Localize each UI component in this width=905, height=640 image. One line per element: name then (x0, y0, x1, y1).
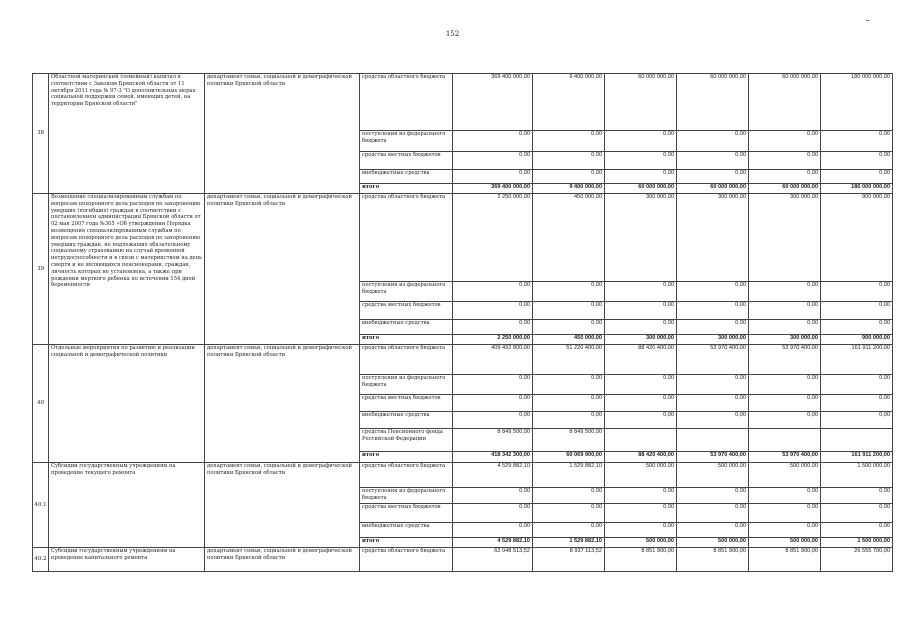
amount-cell: 0,00 (677, 170, 749, 184)
amount-cell: 0,00 (749, 152, 821, 170)
amount-cell: 0,00 (749, 282, 821, 302)
amount-cell: 0,00 (821, 131, 893, 152)
program-funding-table (32, 73, 893, 572)
amount-cell: 9 400 000,00 (533, 184, 605, 194)
amount-cell: 0,00 (677, 412, 749, 429)
amount-cell: 500 000,00 (677, 538, 749, 548)
measure-name: Отдельные мероприятия по развитию и реализации социальной и демографической политики (49, 345, 205, 463)
amount-cell: 0,00 (453, 412, 533, 429)
amount-cell: 0,00 (533, 412, 605, 429)
amount-cell: 0,00 (821, 504, 893, 523)
amount-cell: 8 851 900,00 (749, 548, 821, 572)
funding-source: средства областного бюджета (360, 74, 453, 131)
amount-cell: 60 000 000,00 (749, 74, 821, 131)
amount-cell: 0,00 (453, 170, 533, 184)
amount-cell: 0,00 (749, 488, 821, 504)
funding-source: внебюджетные средства (360, 320, 453, 335)
funding-source: средства областного бюджета (360, 463, 453, 488)
amount-cell: 500 000,00 (677, 463, 749, 488)
amount-cell: 0,00 (821, 395, 893, 412)
amount-cell: 0,00 (453, 488, 533, 504)
amount-cell: 500 000,00 (749, 463, 821, 488)
amount-cell: 500 000,00 (605, 463, 677, 488)
amount-cell (605, 429, 677, 452)
amount-cell: 300 000,00 (605, 194, 677, 282)
amount-cell: 0,00 (533, 488, 605, 504)
amount-cell: 1 500 000,00 (821, 463, 893, 488)
funding-source: поступления из федерального бюджета (360, 375, 453, 395)
amount-cell: 0,00 (533, 131, 605, 152)
executor: департамент семьи, социальной и демографической политики Брянской области (205, 463, 360, 548)
amount-cell: 0,00 (677, 488, 749, 504)
amount-cell: 1 500 000,00 (821, 538, 893, 548)
amount-cell: 0,00 (453, 523, 533, 538)
amount-cell: 0,00 (605, 170, 677, 184)
amount-cell: 0,00 (677, 523, 749, 538)
amount-cell: 0,00 (749, 504, 821, 523)
amount-cell: 0,00 (821, 488, 893, 504)
funding-source: итого (360, 184, 453, 194)
amount-cell: 0,00 (821, 152, 893, 170)
amount-cell: 53 970 400,00 (749, 345, 821, 375)
amount-cell: 409 492 800,00 (453, 345, 533, 375)
amount-cell: 51 220 400,00 (533, 345, 605, 375)
amount-cell: 0,00 (533, 170, 605, 184)
amount-cell: 60 000 000,00 (677, 74, 749, 131)
funding-source: средства областного бюджета (360, 345, 453, 375)
amount-cell: 0,00 (453, 152, 533, 170)
amount-cell: 369 400 000,00 (453, 74, 533, 131)
amount-cell: 26 555 700,00 (821, 548, 893, 572)
amount-cell: 0,00 (749, 320, 821, 335)
amount-cell: 0,00 (605, 395, 677, 412)
funding-source: внебюджетные средства (360, 170, 453, 184)
amount-cell: 8 851 900,00 (677, 548, 749, 572)
amount-cell: 500 000,00 (605, 538, 677, 548)
amount-cell: 0,00 (605, 412, 677, 429)
row-number: 40 (33, 345, 49, 463)
amount-cell: 8 849 500,00 (453, 429, 533, 452)
amount-cell: 180 000 000,00 (821, 184, 893, 194)
amount-cell: 0,00 (453, 302, 533, 320)
funding-source: внебюджетные средства (360, 523, 453, 538)
amount-cell: 60 000 000,00 (605, 74, 677, 131)
amount-cell: 180 000 000,00 (821, 74, 893, 131)
funding-source: средства местных бюджетов (360, 302, 453, 320)
amount-cell: 450 000,00 (533, 335, 605, 345)
amount-cell: 0,00 (533, 302, 605, 320)
funding-source: средства местных бюджетов (360, 504, 453, 523)
funding-source: средства областного бюджета (360, 194, 453, 282)
amount-cell: 0,00 (749, 412, 821, 429)
amount-cell: 0,00 (677, 152, 749, 170)
executor: департамент семьи, социальной и демографической политики Брянской области (205, 194, 360, 345)
executor: департамент семьи, социальной и демографической политики Брянской области (205, 345, 360, 463)
amount-cell: 900 000,00 (821, 335, 893, 345)
measure-name: Возмещение специализированным службам по вопросам похоронного дела расходов по захоронению умерших (погибших) граждан в соответствии с постановлением администрации Брянской области от 02 мая 2007 года №305 «Об утверждении Порядка возмещения специализированным службам по вопросам похоронного дела расходов по захоронению умерших граждан, не подлежащих обязательному социальному страхованию на случай временной нетрудоспособности и в связи с материнством на день смерти и не являющихся пенсионерами, граждан, личность которых не установлена, а также при рождении мертвого ребенка по истечении 154 дней беременности (49, 194, 205, 345)
amount-cell: 0,00 (453, 282, 533, 302)
amount-cell: 8 849 500,00 (533, 429, 605, 452)
amount-cell: 0,00 (605, 488, 677, 504)
executor: департамент семьи, социальной и демографической политики Брянской области (205, 74, 360, 194)
funding-source: поступления из федерального бюджета (360, 282, 453, 302)
amount-cell: 161 911 200,00 (821, 345, 893, 375)
amount-cell: 0,00 (453, 375, 533, 395)
amount-cell: 0,00 (749, 395, 821, 412)
amount-cell: 1 529 882,10 (533, 463, 605, 488)
amount-cell: 60 000 000,00 (605, 184, 677, 194)
amount-cell: 53 970 400,00 (677, 452, 749, 463)
amount-cell: 0,00 (605, 375, 677, 395)
amount-cell: 0,00 (605, 282, 677, 302)
amount-cell: 0,00 (821, 282, 893, 302)
measure-name: Субсидии государственным учреждениям на проведение капитального ремонта (49, 548, 205, 572)
amount-cell: 0,00 (533, 395, 605, 412)
amount-cell: 88 420 400,00 (605, 452, 677, 463)
amount-cell: 0,00 (749, 131, 821, 152)
table-body (33, 74, 893, 572)
amount-cell: 60 000 000,00 (749, 184, 821, 194)
amount-cell: 53 970 400,00 (749, 452, 821, 463)
funding-source: средства местных бюджетов (360, 152, 453, 170)
amount-cell: 60 069 900,00 (533, 452, 605, 463)
amount-cell: 0,00 (749, 375, 821, 395)
amount-cell: 88 420 400,00 (605, 345, 677, 375)
amount-cell: 0,00 (533, 152, 605, 170)
amount-cell: 900 000,00 (821, 194, 893, 282)
funding-source: внебюджетные средства (360, 412, 453, 429)
amount-cell: 1 529 882,10 (533, 538, 605, 548)
funding-source: итого (360, 538, 453, 548)
amount-cell (677, 429, 749, 452)
amount-cell: 0,00 (821, 170, 893, 184)
row-number: 40.2 (33, 548, 49, 572)
amount-cell: 0,00 (677, 375, 749, 395)
table-row (33, 463, 893, 488)
funding-source: итого (360, 335, 453, 345)
amount-cell: 0,00 (821, 375, 893, 395)
amount-cell: 0,00 (677, 395, 749, 412)
measure-name: Субсидии государственным учреждениям на проведение текущего ремонта (49, 463, 205, 548)
amount-cell: 300 000,00 (677, 335, 749, 345)
amount-cell: 2 250 000,00 (453, 194, 533, 282)
amount-cell: 0,00 (821, 302, 893, 320)
amount-cell: 0,00 (677, 282, 749, 302)
amount-cell: 418 342 300,00 (453, 452, 533, 463)
amount-cell: 300 000,00 (605, 335, 677, 345)
amount-cell: 4 529 882,10 (453, 538, 533, 548)
amount-cell: 0,00 (605, 504, 677, 523)
amount-cell: 0,00 (453, 320, 533, 335)
amount-cell: 450 000,00 (533, 194, 605, 282)
amount-cell: 0,00 (749, 302, 821, 320)
table-row (33, 345, 893, 375)
measure-name: Областной материнский (семейный) капитал в соответствии с Законом Брянской области от 11 октября 2011 года № 97-3 "О дополнительных мерах социальной поддержки семей, имеющих детей, на территории Брянской области" (49, 74, 205, 194)
amount-cell: 0,00 (821, 523, 893, 538)
amount-cell (749, 429, 821, 452)
funding-source: средства местных бюджетов (360, 395, 453, 412)
amount-cell: 161 911 200,00 (821, 452, 893, 463)
amount-cell: 0,00 (677, 504, 749, 523)
amount-cell: 369 400 000,00 (453, 184, 533, 194)
amount-cell: 0,00 (533, 504, 605, 523)
executor: департамент семьи, социальной и демографической политики Брянской области (205, 548, 360, 572)
amount-cell: 0,00 (453, 131, 533, 152)
amount-cell (821, 429, 893, 452)
amount-cell: 62 048 513,52 (453, 548, 533, 572)
amount-cell: 0,00 (453, 504, 533, 523)
amount-cell: 0,00 (821, 320, 893, 335)
amount-cell: 0,00 (821, 412, 893, 429)
amount-cell: 0,00 (533, 523, 605, 538)
amount-cell: 0,00 (533, 282, 605, 302)
amount-cell: 2 250 000,00 (453, 335, 533, 345)
table-row (33, 548, 893, 572)
funding-source: средства Пенсионного фонда Российской Федерации (360, 429, 453, 452)
amount-cell: 4 529 882,10 (453, 463, 533, 488)
table-row (33, 74, 893, 131)
amount-cell: 9 400 000,00 (533, 74, 605, 131)
scan-mark (866, 20, 869, 21)
amount-cell: 0,00 (533, 375, 605, 395)
amount-cell: 60 000 000,00 (677, 184, 749, 194)
funding-source: поступления из федерального бюджета (360, 131, 453, 152)
amount-cell: 0,00 (749, 523, 821, 538)
table-row (33, 194, 893, 282)
amount-cell: 300 000,00 (677, 194, 749, 282)
amount-cell: 0,00 (605, 523, 677, 538)
funding-source: средства областного бюджета (360, 548, 453, 572)
amount-cell: 500 000,00 (749, 538, 821, 548)
amount-cell: 0,00 (677, 131, 749, 152)
row-number: 40.1 (33, 463, 49, 548)
funding-source: поступления из федерального бюджета (360, 488, 453, 504)
amount-cell: 0,00 (605, 131, 677, 152)
amount-cell: 8 851 900,00 (605, 548, 677, 572)
amount-cell: 0,00 (605, 320, 677, 335)
row-number: 38 (33, 74, 49, 194)
amount-cell: 0,00 (453, 395, 533, 412)
funding-source: итого (360, 452, 453, 463)
amount-cell: 0,00 (677, 302, 749, 320)
amount-cell: 300 000,00 (749, 194, 821, 282)
page-number: 152 (445, 30, 460, 38)
row-number: 39 (33, 194, 49, 345)
amount-cell: 0,00 (605, 302, 677, 320)
amount-cell: 53 970 400,00 (677, 345, 749, 375)
amount-cell: 0,00 (605, 152, 677, 170)
amount-cell: 0,00 (749, 170, 821, 184)
amount-cell: 8 937 113,52 (533, 548, 605, 572)
amount-cell: 300 000,00 (749, 335, 821, 345)
amount-cell: 0,00 (677, 320, 749, 335)
amount-cell: 0,00 (533, 320, 605, 335)
